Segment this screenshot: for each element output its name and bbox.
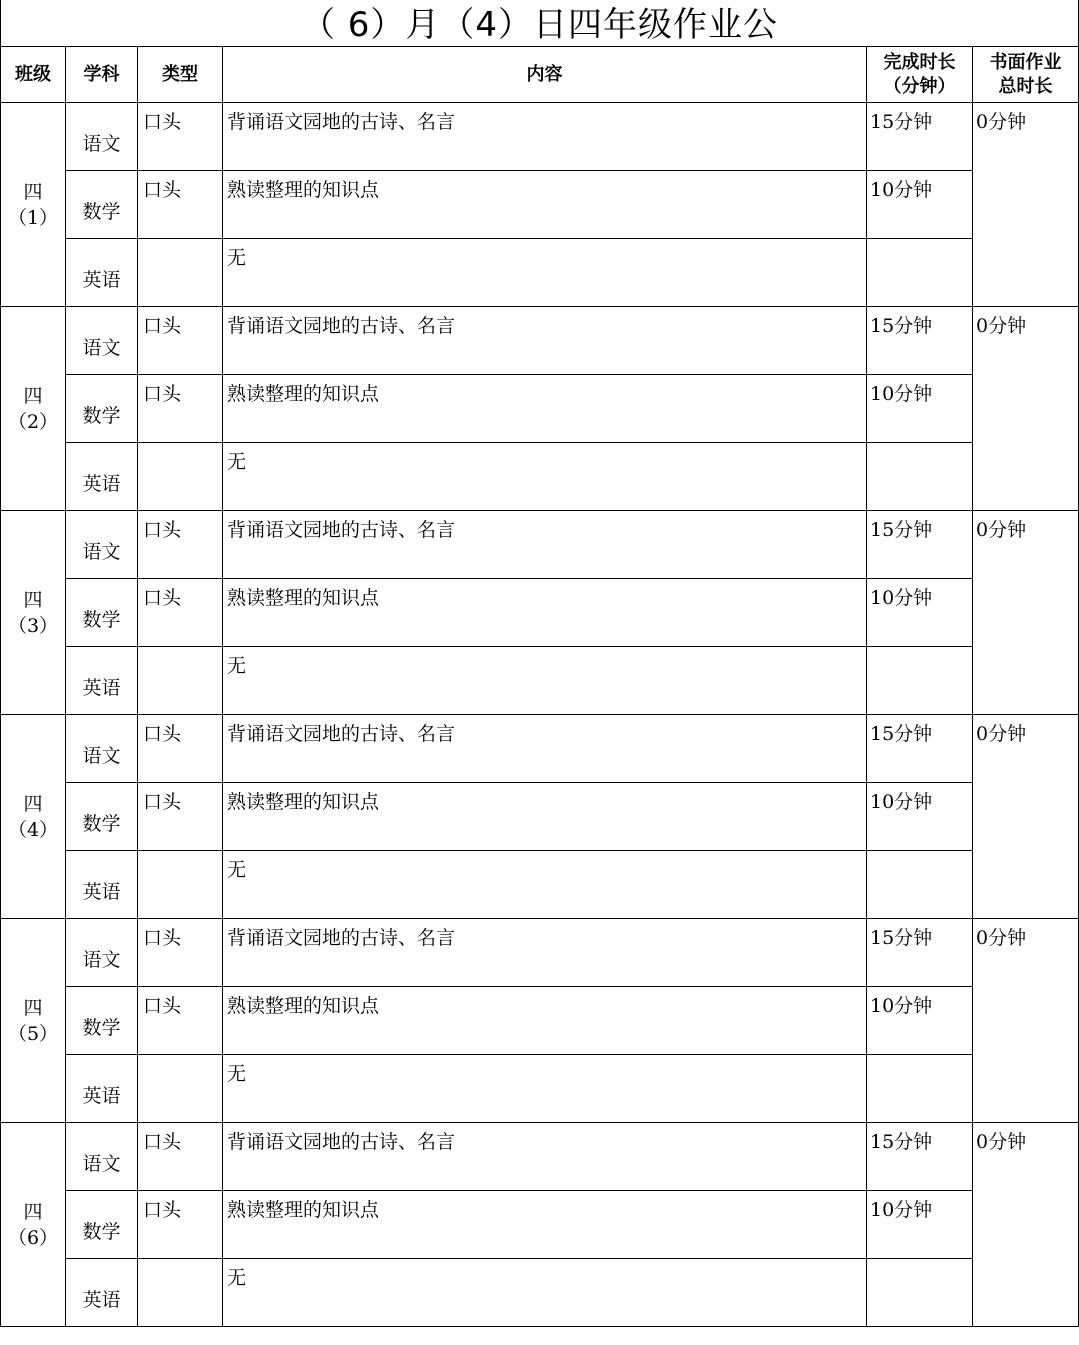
- content-cell: 熟读整理的知识点: [223, 783, 867, 851]
- content-cell: 熟读整理的知识点: [223, 1191, 867, 1259]
- duration-cell: 10分钟: [867, 375, 973, 443]
- duration-cell: [867, 851, 973, 919]
- subject-cell: 数学: [66, 987, 138, 1055]
- type-cell: 口头: [138, 511, 223, 579]
- subject-cell: 英语: [66, 647, 138, 715]
- duration-cell: [867, 647, 973, 715]
- table-row: [1, 783, 1079, 851]
- subject-cell: 语文: [66, 1123, 138, 1191]
- duration-cell: 10分钟: [867, 1191, 973, 1259]
- content-cell: 背诵语文园地的古诗、名言: [223, 103, 867, 171]
- class-number: （4）: [7, 818, 59, 841]
- type-cell: 口头: [138, 715, 223, 783]
- table-row: [1, 375, 1079, 443]
- header-duration-line2: （分钟）: [883, 75, 956, 97]
- type-cell: 口头: [138, 1123, 223, 1191]
- class-grade: 四: [23, 180, 43, 203]
- content-cell: 熟读整理的知识点: [223, 171, 867, 239]
- class-number: （1）: [7, 206, 59, 229]
- table-row: [1, 715, 1079, 783]
- duration-cell: 15分钟: [867, 307, 973, 375]
- content-cell: 背诵语文园地的古诗、名言: [223, 307, 867, 375]
- class-cell: [1, 919, 66, 1123]
- type-cell: 口头: [138, 307, 223, 375]
- table-row: [1, 1191, 1079, 1259]
- table-body: [1, 103, 1079, 1327]
- total-cell: 0分钟: [973, 1123, 1079, 1327]
- type-cell: 口头: [138, 579, 223, 647]
- duration-cell: 15分钟: [867, 511, 973, 579]
- duration-cell: 10分钟: [867, 579, 973, 647]
- type-cell: [138, 1055, 223, 1123]
- duration-cell: 10分钟: [867, 171, 973, 239]
- header-total: [973, 47, 1079, 103]
- table-row: [1, 307, 1079, 375]
- type-cell: 口头: [138, 103, 223, 171]
- table-row: [1, 239, 1079, 307]
- content-cell: 熟读整理的知识点: [223, 375, 867, 443]
- content-cell: 背诵语文园地的古诗、名言: [223, 511, 867, 579]
- type-cell: [138, 851, 223, 919]
- table-row: [1, 851, 1079, 919]
- header-duration-line1: 完成时长: [883, 51, 956, 73]
- class-grade: 四: [23, 588, 43, 611]
- subject-cell: 语文: [66, 307, 138, 375]
- table-row: [1, 579, 1079, 647]
- duration-cell: [867, 239, 973, 307]
- class-cell: [1, 1123, 66, 1327]
- subject-cell: 数学: [66, 783, 138, 851]
- total-cell: 0分钟: [973, 307, 1079, 511]
- content-cell: 无: [223, 851, 867, 919]
- class-grade: 四: [23, 1200, 43, 1223]
- subject-cell: 语文: [66, 103, 138, 171]
- table-row: [1, 919, 1079, 987]
- class-grade: 四: [23, 996, 43, 1019]
- subject-cell: 数学: [66, 171, 138, 239]
- duration-cell: 15分钟: [867, 1123, 973, 1191]
- table-row: [1, 987, 1079, 1055]
- subject-cell: 英语: [66, 1259, 138, 1327]
- table-row: [1, 647, 1079, 715]
- table-row: [1, 171, 1079, 239]
- header-content: 内容: [223, 47, 867, 103]
- total-cell: 0分钟: [973, 511, 1079, 715]
- subject-cell: 英语: [66, 443, 138, 511]
- class-number: （2）: [7, 410, 59, 433]
- content-cell: 无: [223, 443, 867, 511]
- table-row: [1, 103, 1079, 171]
- total-cell: 0分钟: [973, 715, 1079, 919]
- table-row: [1, 1055, 1079, 1123]
- type-cell: [138, 647, 223, 715]
- total-cell: 0分钟: [973, 919, 1079, 1123]
- header-type: 类型: [138, 47, 223, 103]
- header-subject: 学科: [66, 47, 138, 103]
- class-grade: 四: [23, 384, 43, 407]
- class-number: （5）: [7, 1022, 59, 1045]
- subject-cell: 语文: [66, 715, 138, 783]
- content-cell: 无: [223, 1055, 867, 1123]
- subject-cell: 数学: [66, 375, 138, 443]
- class-number: （3）: [7, 614, 59, 637]
- class-cell: [1, 715, 66, 919]
- duration-cell: [867, 1055, 973, 1123]
- subject-cell: 数学: [66, 1191, 138, 1259]
- duration-cell: [867, 1259, 973, 1327]
- class-number: （6）: [7, 1226, 59, 1249]
- duration-cell: 15分钟: [867, 715, 973, 783]
- type-cell: [138, 443, 223, 511]
- type-cell: 口头: [138, 375, 223, 443]
- content-cell: 背诵语文园地的古诗、名言: [223, 919, 867, 987]
- type-cell: 口头: [138, 987, 223, 1055]
- content-cell: 熟读整理的知识点: [223, 987, 867, 1055]
- class-grade: 四: [23, 792, 43, 815]
- content-cell: 熟读整理的知识点: [223, 579, 867, 647]
- type-cell: 口头: [138, 171, 223, 239]
- content-cell: 无: [223, 1259, 867, 1327]
- type-cell: 口头: [138, 919, 223, 987]
- type-cell: [138, 239, 223, 307]
- table-row: [1, 1259, 1079, 1327]
- class-cell: [1, 103, 66, 307]
- subject-cell: 英语: [66, 851, 138, 919]
- duration-cell: [867, 443, 973, 511]
- table-row: [1, 511, 1079, 579]
- duration-cell: 15分钟: [867, 919, 973, 987]
- subject-cell: 英语: [66, 239, 138, 307]
- header-duration: [867, 47, 973, 103]
- header-row: [1, 47, 1079, 103]
- type-cell: [138, 1259, 223, 1327]
- content-cell: 无: [223, 239, 867, 307]
- duration-cell: 10分钟: [867, 783, 973, 851]
- duration-cell: 15分钟: [867, 103, 973, 171]
- subject-cell: 语文: [66, 919, 138, 987]
- subject-cell: 英语: [66, 1055, 138, 1123]
- header-total-line1: 书面作业: [989, 51, 1062, 73]
- table-row: [1, 1123, 1079, 1191]
- header-total-line2: 总时长: [998, 75, 1053, 97]
- header-class: 班级: [1, 47, 66, 103]
- total-cell: 0分钟: [973, 103, 1079, 307]
- table-row: [1, 443, 1079, 511]
- subject-cell: 语文: [66, 511, 138, 579]
- class-cell: [1, 307, 66, 511]
- content-cell: 背诵语文园地的古诗、名言: [223, 1123, 867, 1191]
- homework-table: [0, 46, 1079, 1327]
- content-cell: 无: [223, 647, 867, 715]
- duration-cell: 10分钟: [867, 987, 973, 1055]
- type-cell: 口头: [138, 1191, 223, 1259]
- type-cell: 口头: [138, 783, 223, 851]
- page-title: （ 6）月（4）日四年级作业公: [0, 0, 1079, 46]
- class-cell: [1, 511, 66, 715]
- content-cell: 背诵语文园地的古诗、名言: [223, 715, 867, 783]
- subject-cell: 数学: [66, 579, 138, 647]
